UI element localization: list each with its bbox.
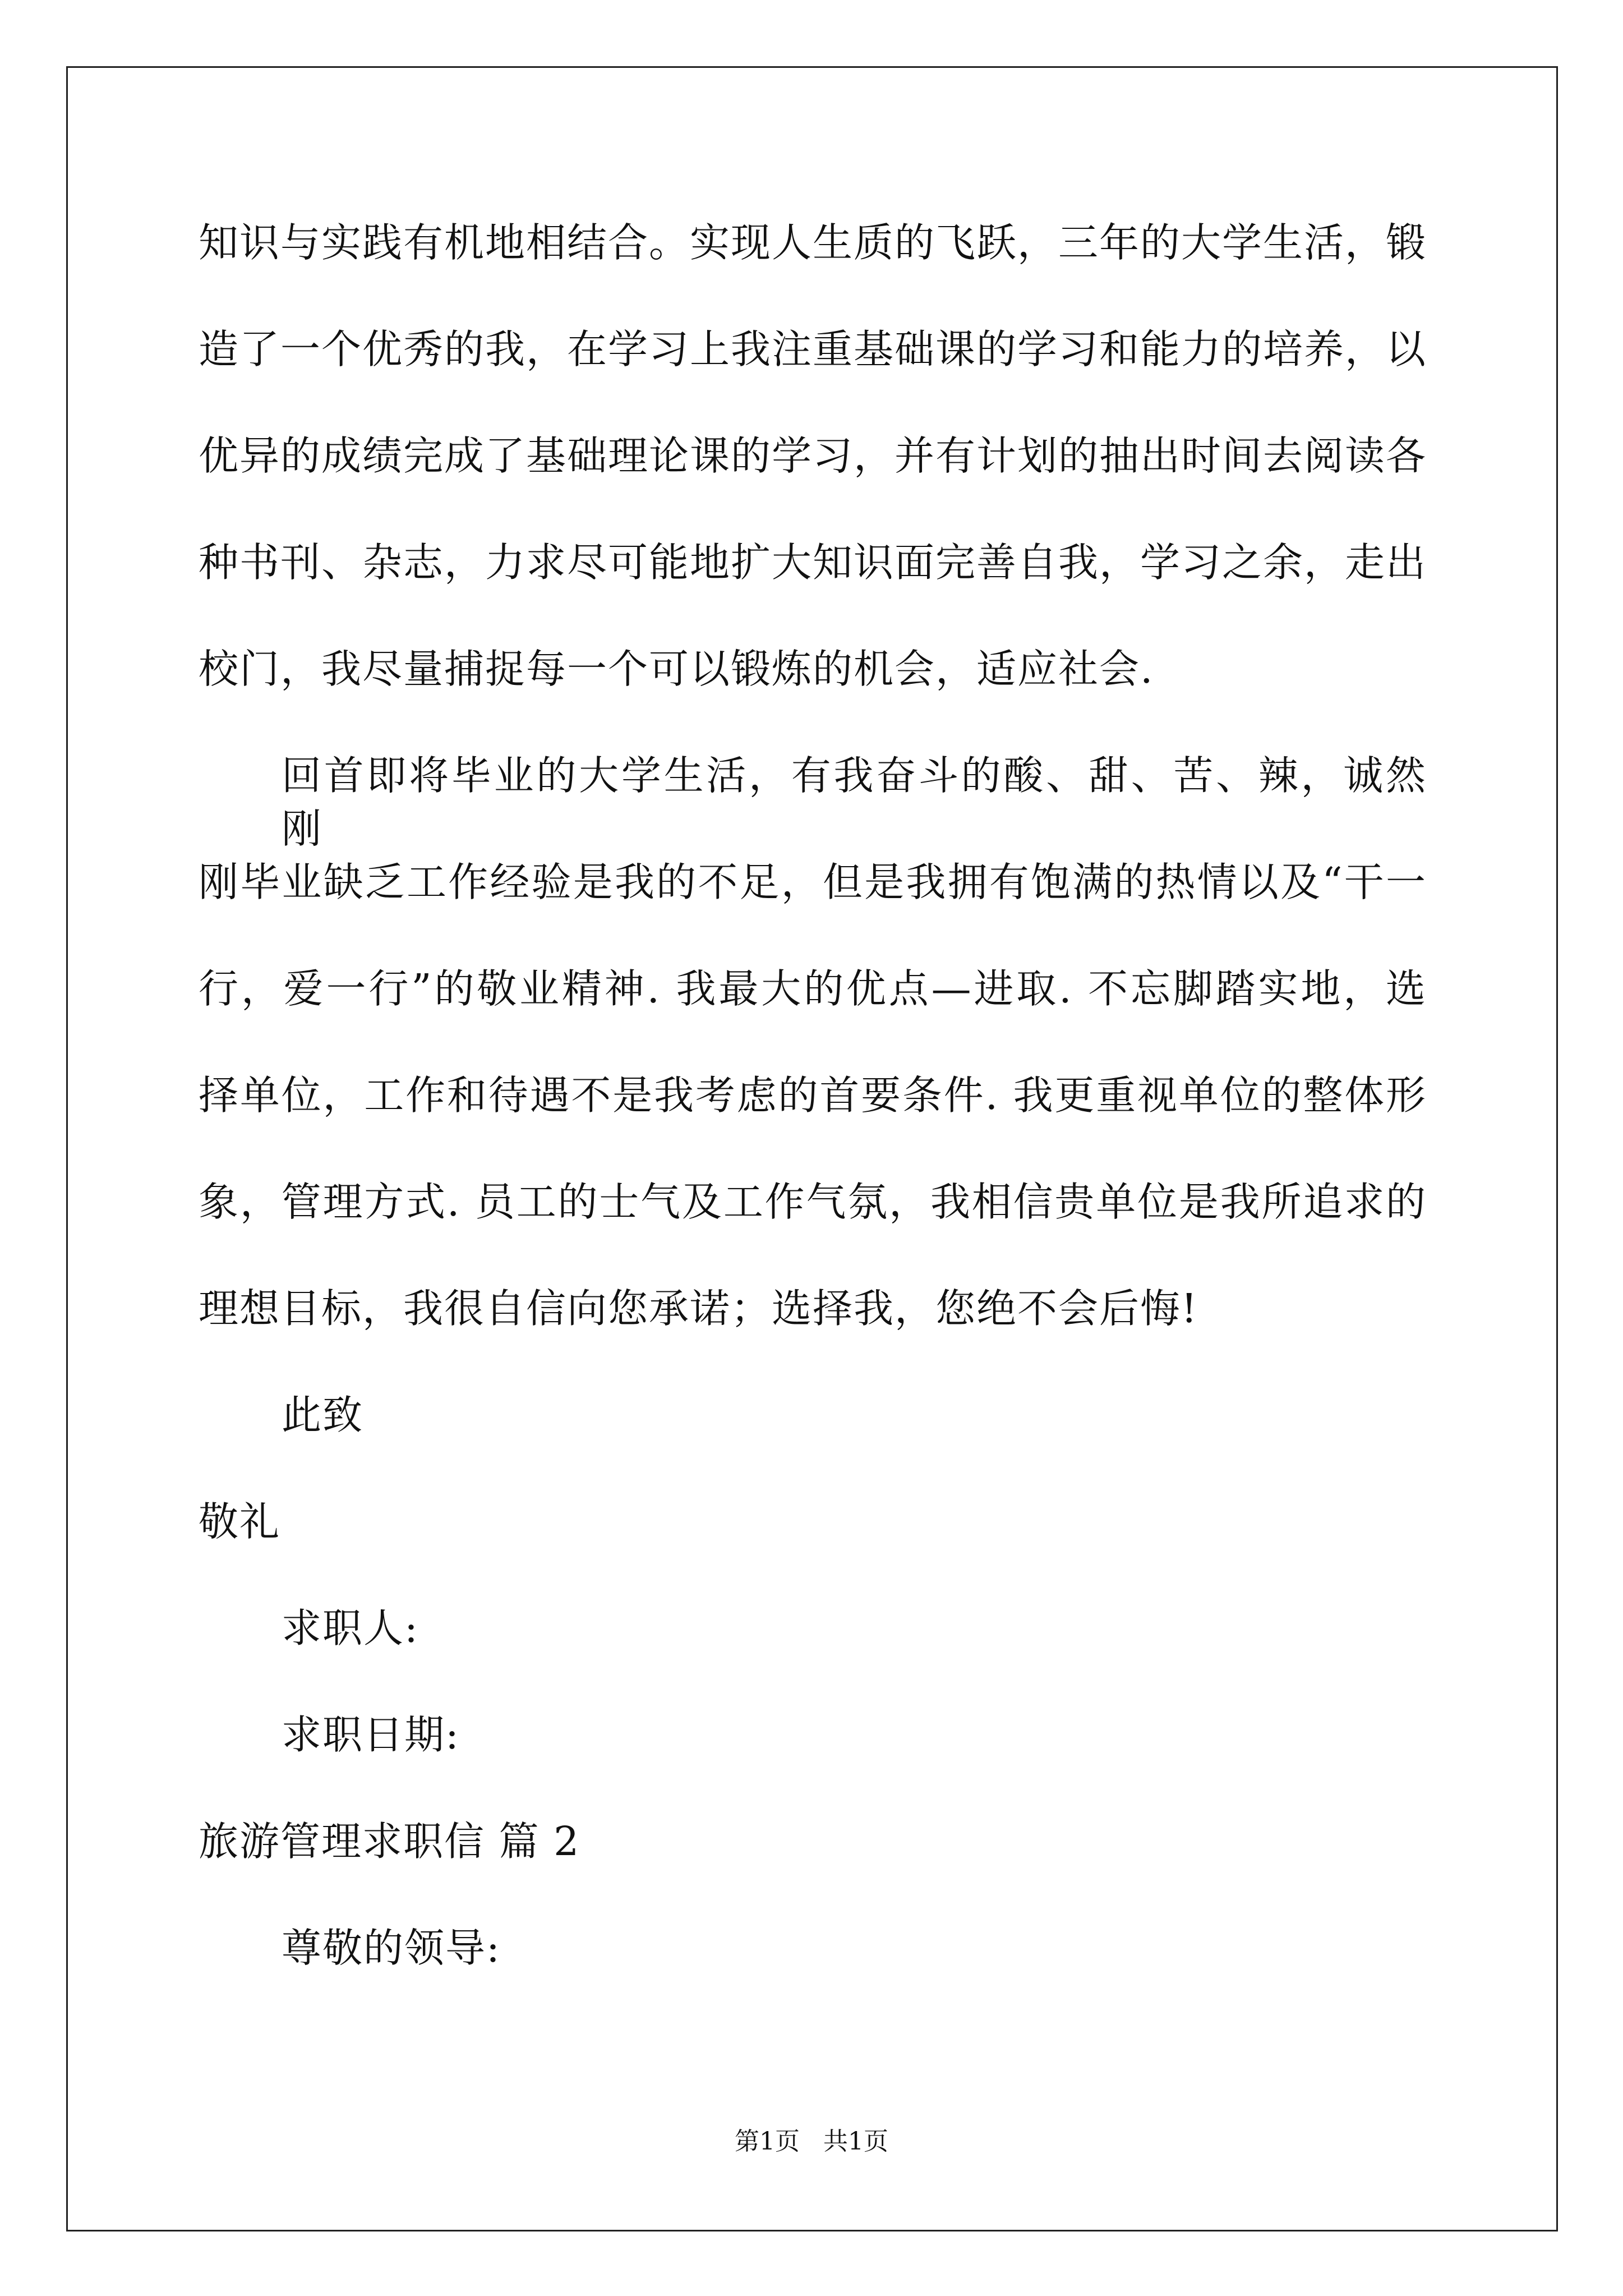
paragraph-2-line-1: 回首即将毕业的大学生活，有我奋斗的酸、甜、苦、辣，诚然刚 xyxy=(282,752,1427,852)
paragraph-1-line-5: 校门，我尽量捕捉每一个可以锻炼的机会，适应社会. xyxy=(199,646,1154,692)
greeting: 尊敬的领导: xyxy=(282,1925,501,1971)
page-number-current: 第1页 xyxy=(735,2127,800,2156)
paragraph-1-line-2: 造了一个优秀的我，在学习上我注重基础课的学习和能力的培养，以 xyxy=(199,326,1427,372)
paragraph-2-line-4: 择单位，工作和待遇不是我考虑的首要条件. 我更重视单位的整体形 xyxy=(199,1072,1427,1119)
page-number-total: 共1页 xyxy=(823,2127,888,2156)
paragraph-2-line-3: 行，爱一行”的敬业精神. 我最大的优点—进取. 不忘脚踏实地，选 xyxy=(199,965,1427,1012)
paragraph-2-line-5: 象，管理方式. 员工的士气及工作气氛，我相信贵单位是我所追求的 xyxy=(199,1179,1427,1225)
document-body xyxy=(199,216,1427,2028)
paragraph-1-line-4: 种书刊、杂志，力求尽可能地扩大知识面完善自我，学习之余，走出 xyxy=(199,539,1427,586)
applicant-label: 求职人: xyxy=(282,1605,419,1651)
closing-regards: 敬礼 xyxy=(199,1498,281,1545)
closing-salutation: 此致 xyxy=(282,1392,364,1438)
paragraph-2-line-2: 刚毕业缺乏工作经验是我的不足，但是我拥有饱满的热情以及“干一 xyxy=(199,859,1427,905)
page-footer xyxy=(0,2125,1623,2159)
paragraph-1-line-3: 优异的成绩完成了基础理论课的学习，并有计划的抽出时间去阅读各 xyxy=(199,432,1427,479)
section-title: 旅游管理求职信 篇 2 xyxy=(199,1818,580,1865)
paragraph-1-line-1: 知识与实践有机地相结合。实现人生质的飞跃，三年的大学生活，锻 xyxy=(199,219,1427,266)
date-label: 求职日期: xyxy=(282,1711,460,1758)
paragraph-2-line-6: 理想目标，我很自信向您承诺；选择我，您绝不会后悔! xyxy=(199,1285,1198,1332)
